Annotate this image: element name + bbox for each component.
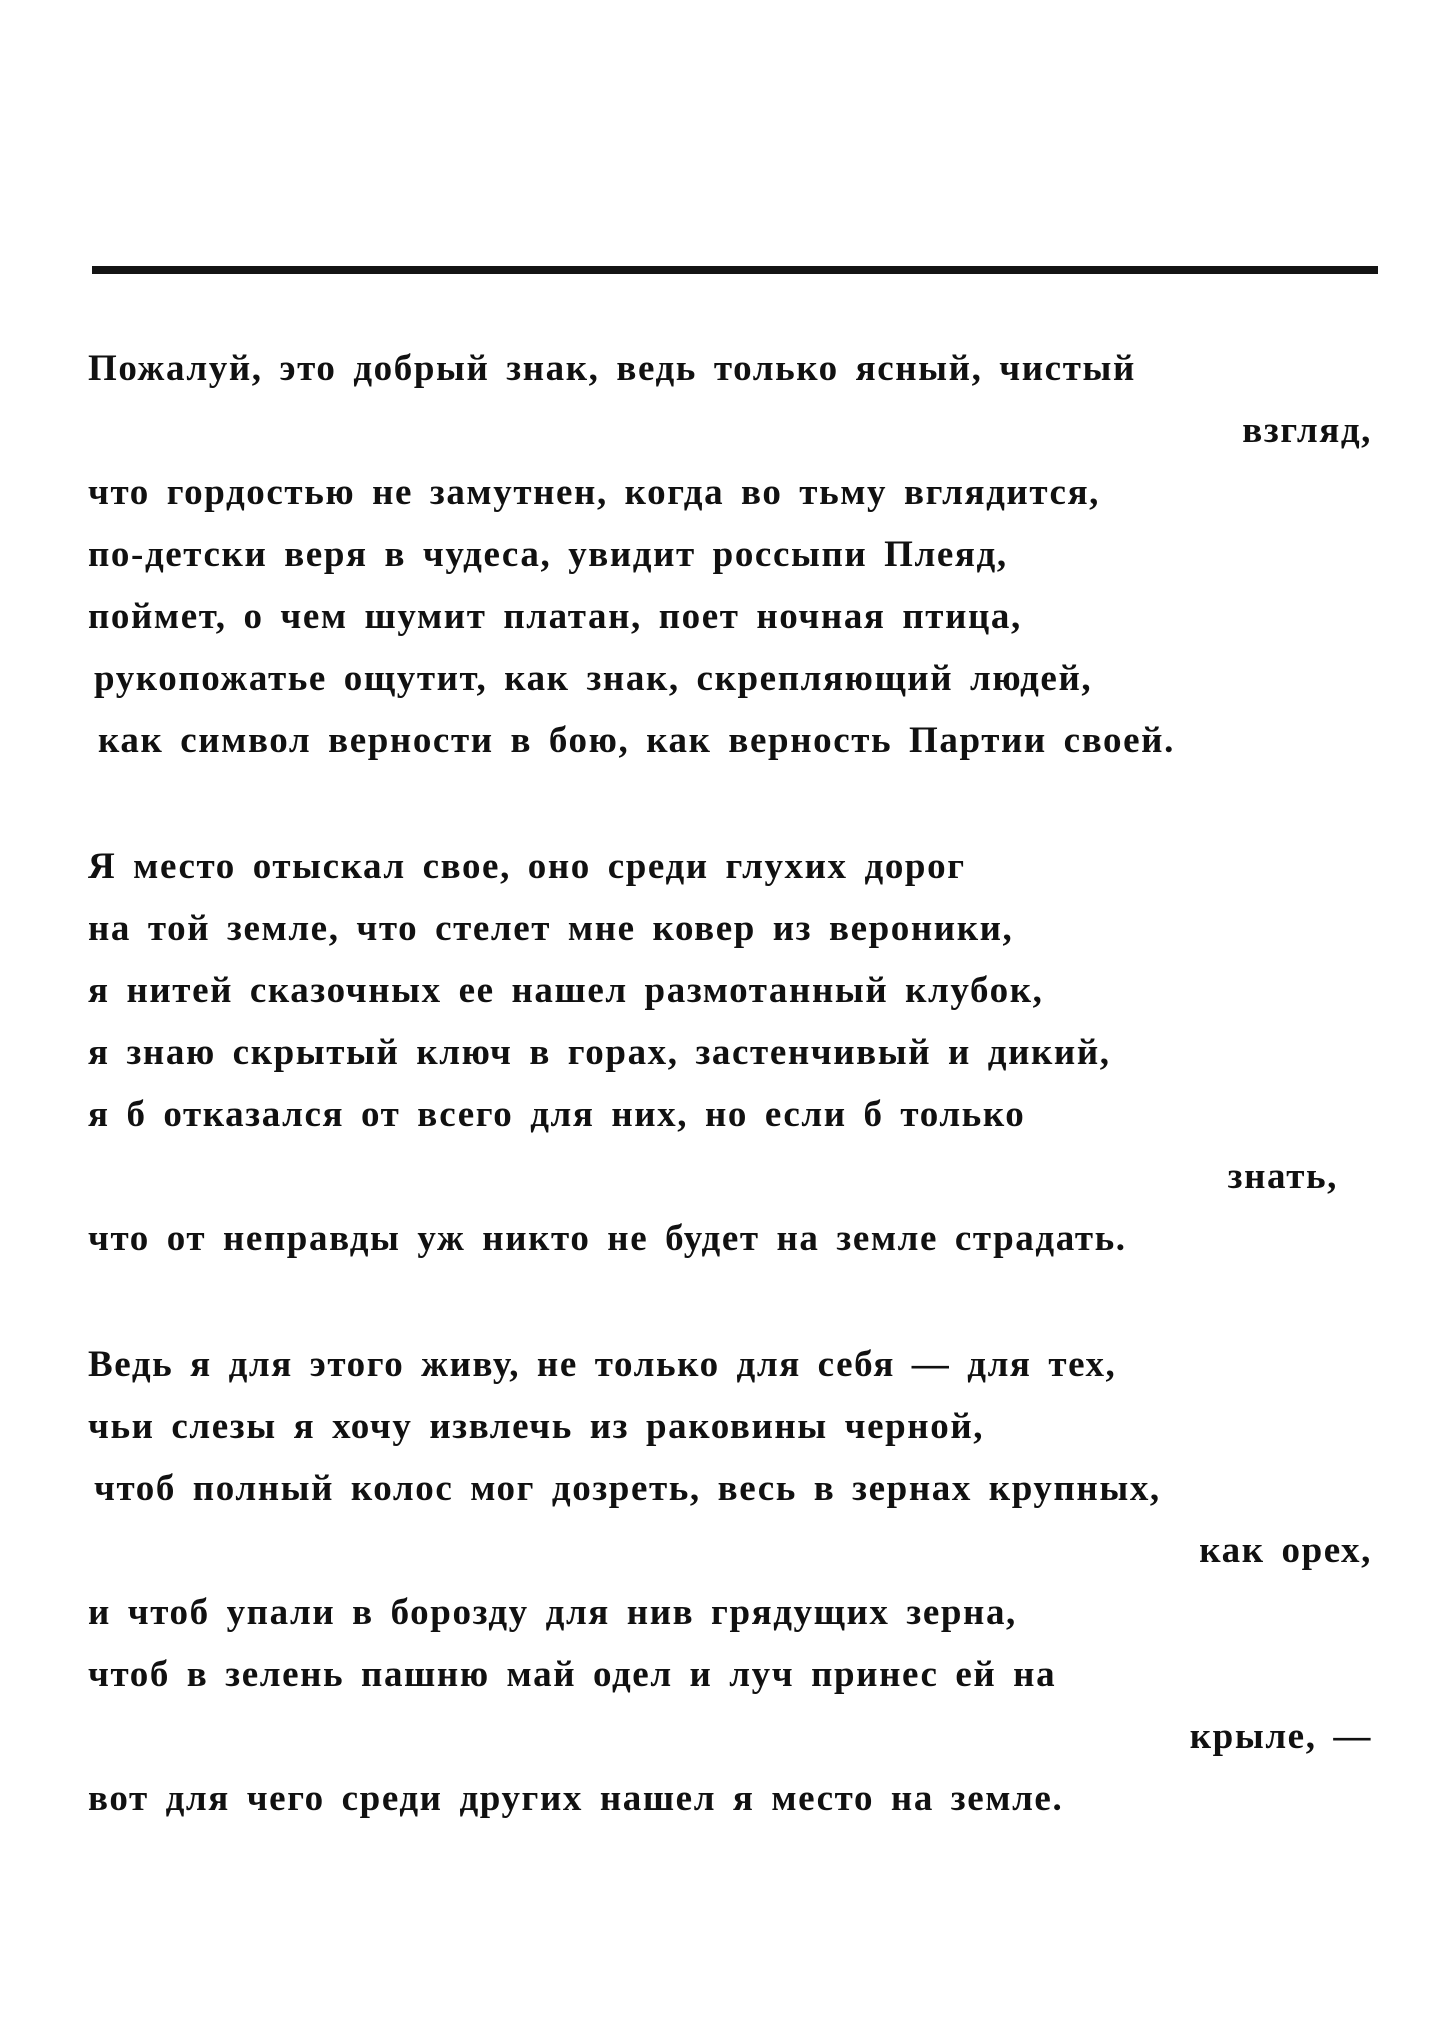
poem-line: вот для чего среди других нашел я место на земле. [88,1778,1064,1819]
poem-line: Пожалуй, это добрый знак, ведь только ясный, чистый [88,348,1136,389]
poem-line: рукопожатье ощутит, как знак, скрепляющий людей, [94,658,1093,699]
poem-line: я нитей сказочных ее нашел размотанный клубок, [88,970,1044,1011]
top-rule [92,266,1378,274]
poem-line: я знаю скрытый ключ в горах, застенчивый и дикий, [88,1032,1111,1073]
poem-line: и чтоб упали в борозду для нив грядущих зерна, [88,1592,1017,1633]
poem-line: поймет, о чем шумит платан, поет ночная птица, [88,596,1022,637]
poem-line-continuation: взгляд, [1242,410,1372,451]
poem-line-continuation: как орех, [1199,1530,1372,1571]
poem-line: на той земле, что стелет мне ковер из вероники, [88,908,1014,949]
poem-line: Ведь я для этого живу, не только для себя — для тех, [88,1344,1117,1385]
stanza-1 [88,338,1378,772]
poem-line: чьи слезы я хочу извлечь из раковины черной, [88,1406,985,1447]
poem-line-continuation: знать, [1227,1156,1338,1197]
poem-line: что от неправды уж никто не будет на земле страдать. [88,1218,1127,1259]
stanza-3 [88,1334,1378,1830]
poem-line: чтоб в зелень пашню май одел и луч принес ей на [88,1654,1057,1695]
poem-line: чтоб полный колос мог дозреть, весь в зернах крупных, [94,1468,1161,1509]
poem-line: я б отказался от всего для них, но если б только [88,1094,1026,1135]
poem [88,338,1378,1830]
poem-line: по-детски веря в чудеса, увидит россыпи Плеяд, [88,534,1008,575]
stanza-2 [88,836,1378,1270]
poem-line-continuation: крыле, — [1189,1716,1372,1757]
poem-line: что гордостью не замутнен, когда во тьму вглядится, [88,472,1101,513]
poem-line: как символ верности в бою, как верность Партии своей. [98,720,1175,761]
poem-line: Я место отыскал свое, оно среди глухих дорог [88,846,966,887]
